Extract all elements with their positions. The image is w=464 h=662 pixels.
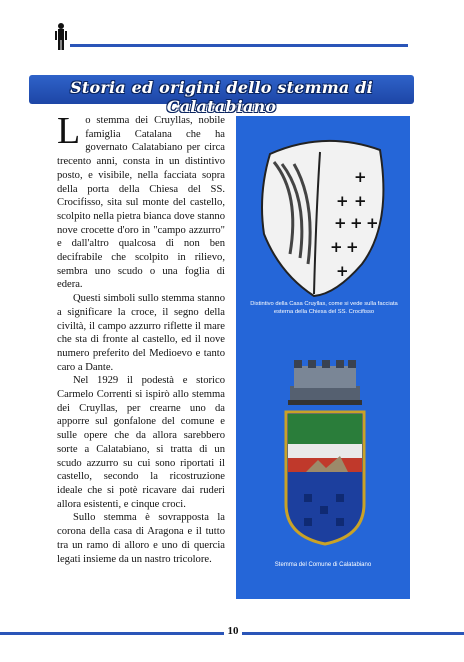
- svg-text:+: +: [346, 238, 359, 256]
- paragraph-4: Sullo stemma è sovrapposta la corona della casa di Aragona e il tutto tra un ramo di alloro e uno di quercia legati insieme da un nastro tricolore.: [57, 512, 225, 565]
- paragraph-3: Nel 1929 il podestà e storico Carmelo Correnti si ispirò allo stemma dei Cruyllas, per crearne uno da apporre sul gonfalone del comune e sulle opere che da allora sarebbero sorte a Calatabiano, si tratta di un scudo azzurro su cui sono riportati il castello, secondo la ricostruzione ideale che si potè ricavare dai ruderi allora esistenti, e cinque croci.: [57, 375, 225, 510]
- svg-text:+: +: [334, 214, 347, 232]
- svg-text:+: +: [330, 238, 343, 256]
- paragraph-2: Questi simboli sullo stemma stanno a significare la croce, il segno della civiltà, il campo azzurro riflette il mare che sta di fronte al castello, ed il nove numero preferito del Medioevo e tanto caro a Dante.: [57, 293, 225, 373]
- image-panel: [236, 116, 410, 599]
- crown-image: [282, 346, 368, 416]
- svg-text:+: +: [336, 192, 349, 210]
- svg-text:+: +: [366, 214, 379, 232]
- title-banner: [29, 75, 414, 116]
- svg-text:+: +: [354, 168, 367, 186]
- comune-shield-image: [282, 408, 368, 546]
- caption-comune: Stemma del Comune di Calatabiano: [274, 562, 372, 568]
- paragraph-1: Lo stemma dei Cruyllas, nobile famiglia Catalana che ha governato Calatabiano per circa trecento anni, consta in un distintivo posto, e visibile, nella facciata sopra della porta della Chiesa del SS. Crocifisso, sita sul monte del castello, scolpito nella pietra bianca dove stanno nove crocette d'oro in "campo azzurro" e dall'altro qualcosa di non ben decifrabile che scolpito in rilievo, sembra uno scudo o una foglia di edera.: [57, 110, 225, 291]
- page-number: 10: [227, 625, 239, 637]
- svg-text:+: +: [354, 192, 367, 210]
- cruyllas-shield-image: [250, 134, 398, 300]
- svg-text:+: +: [336, 262, 349, 280]
- body-text: [57, 110, 225, 566]
- caption-cruyllas: Distintivo della Casa Cruyllas, come si vede sulla facciata esterna della Chiesa del SS. Crocifisso: [250, 301, 398, 315]
- dropcap: L: [57, 110, 81, 152]
- knight-figure-icon: [52, 22, 70, 52]
- page-number-box: [224, 625, 242, 641]
- svg-text:+: +: [350, 214, 363, 232]
- page-title: Storia ed origini dello stemma di Calatabiano: [70, 78, 373, 116]
- header-rule: [70, 44, 408, 47]
